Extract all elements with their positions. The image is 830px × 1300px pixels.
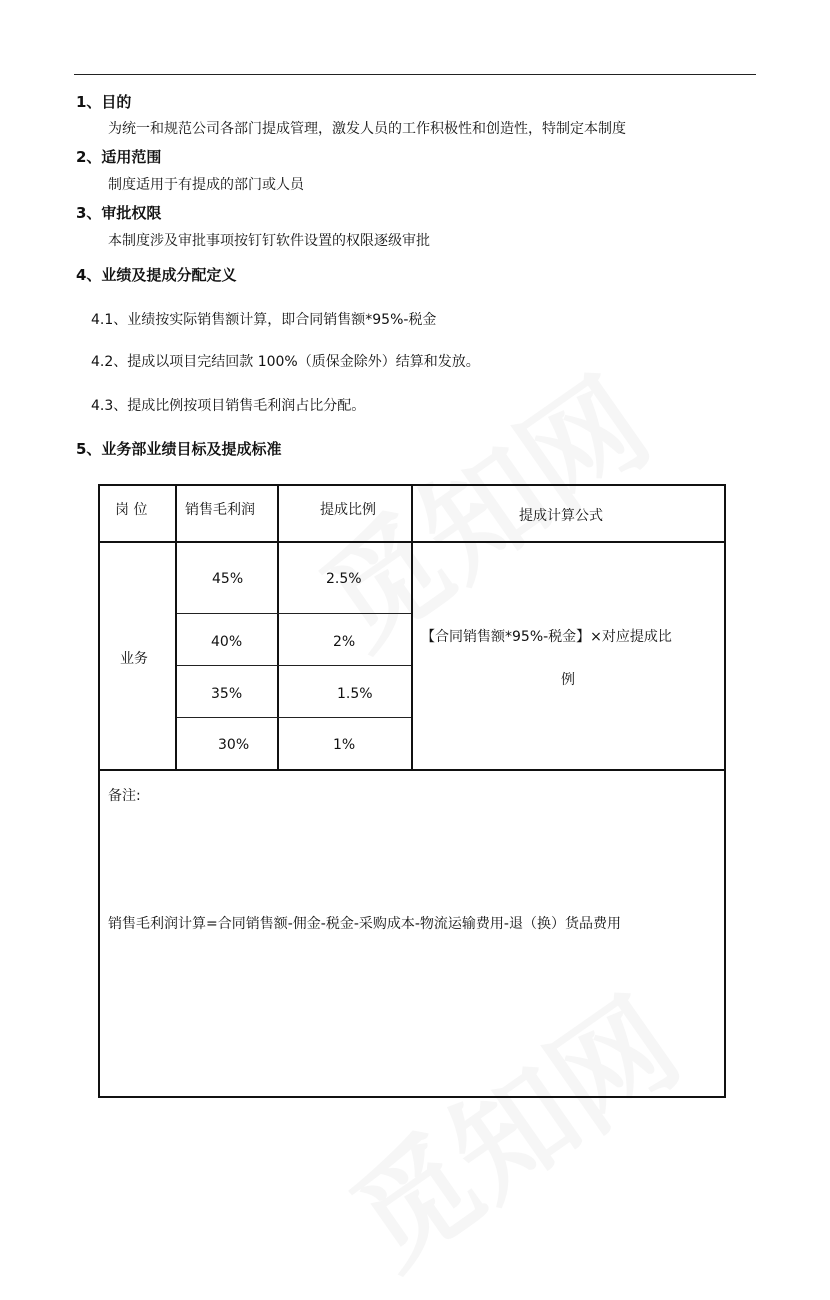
formula-line-2: 例 bbox=[561, 672, 575, 688]
table-row-divider-3 bbox=[177, 717, 411, 718]
formula-line-1: 【合同销售额*95%-税金】×对应提成比 bbox=[421, 629, 672, 645]
table-row-divider-1 bbox=[177, 613, 411, 614]
section-1-heading: 1、目的 bbox=[76, 93, 132, 111]
section-4-heading: 4、业绩及提成分配定义 bbox=[76, 266, 237, 284]
section-2-body: 制度适用于有提成的部门或人员 bbox=[108, 177, 304, 193]
section-1-body: 为统一和规范公司各部门提成管理，激发人员的工作积极性和创造性，特制定本制度 bbox=[108, 121, 626, 137]
section-3-heading: 3、审批权限 bbox=[76, 204, 162, 222]
margin-cell-3: 35% bbox=[211, 686, 243, 702]
margin-cell-4: 30% bbox=[218, 737, 250, 753]
header-commission-rate: 提成比例 bbox=[320, 502, 376, 518]
header-position: 岗 位 bbox=[115, 502, 148, 518]
section-4-item-3: 4.3、提成比例按项目销售毛利润占比分配。 bbox=[91, 398, 366, 414]
header-formula: 提成计算公式 bbox=[519, 508, 603, 524]
notes-text: 销售毛利润计算=合同销售额-佣金-税金-采购成本-物流运输费用-退（换）货品费用 bbox=[108, 916, 621, 932]
rate-cell-4: 1% bbox=[333, 737, 356, 753]
table-col-divider-2 bbox=[277, 485, 279, 770]
section-5-heading: 5、业务部业绩目标及提成标准 bbox=[76, 440, 282, 458]
rate-cell-2: 2% bbox=[333, 634, 356, 650]
position-cell: 业务 bbox=[120, 651, 148, 667]
section-3-body: 本制度涉及审批事项按钉钉软件设置的权限逐级审批 bbox=[108, 233, 430, 249]
table-col-divider-1 bbox=[175, 485, 177, 770]
rate-cell-3: 1.5% bbox=[337, 686, 373, 702]
rate-cell-1: 2.5% bbox=[326, 571, 362, 587]
table-col-divider-3 bbox=[411, 485, 413, 770]
section-4-item-1: 4.1、业绩按实际销售额计算，即合同销售额*95%-税金 bbox=[91, 312, 437, 328]
section-2-heading: 2、适用范围 bbox=[76, 148, 162, 166]
header-gross-margin: 销售毛利润 bbox=[185, 502, 255, 518]
margin-cell-2: 40% bbox=[211, 634, 243, 650]
table-row-divider-2 bbox=[177, 665, 411, 666]
notes-label: 备注: bbox=[108, 788, 141, 804]
margin-cell-1: 45% bbox=[212, 571, 244, 587]
top-rule bbox=[74, 74, 756, 75]
section-4-item-2: 4.2、提成以项目完结回款 100%（质保金除外）结算和发放。 bbox=[91, 354, 480, 370]
